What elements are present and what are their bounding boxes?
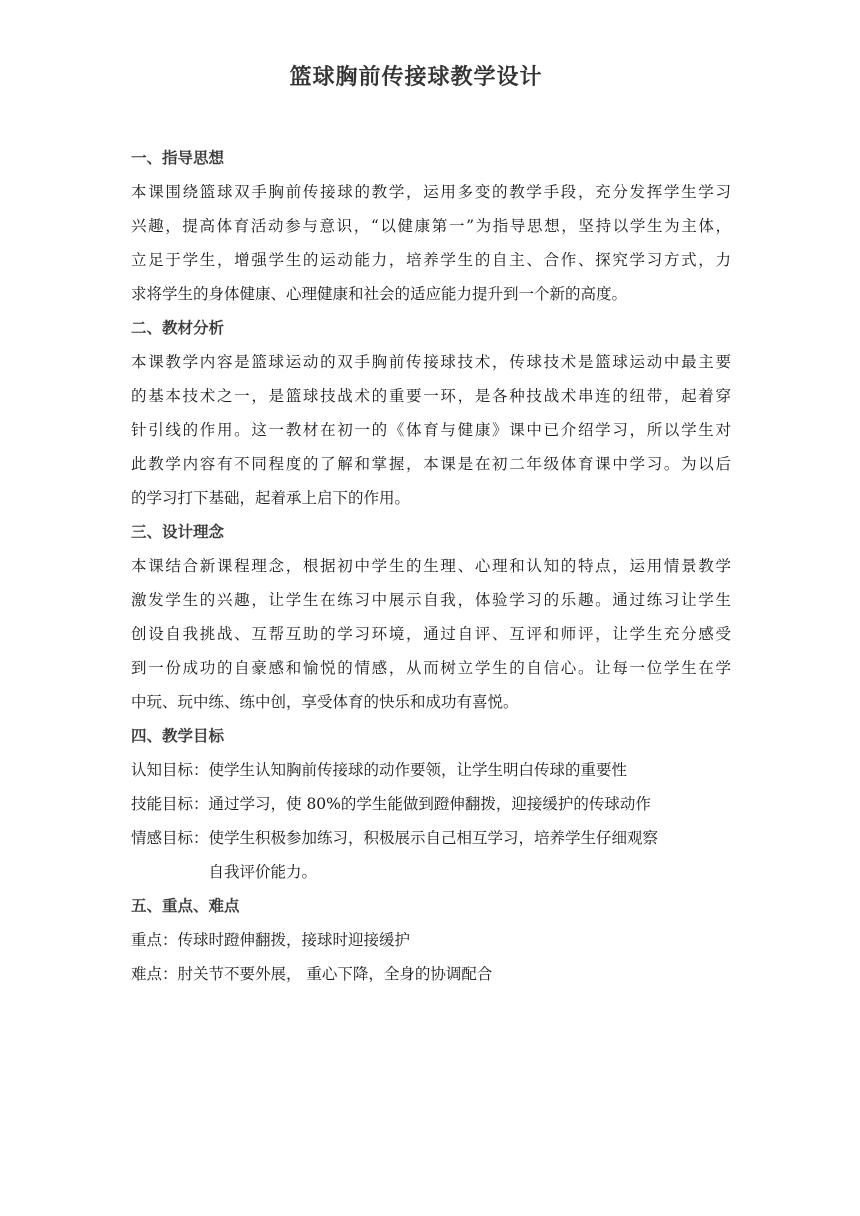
paragraph-line: 中玩、玩中练、练中创，享受体育的快乐和成功有喜悦。 bbox=[131, 693, 519, 711]
paragraph-line: 的基本技术之一，是篮球技战术的重要一环，是各种技战术串连的纽带，起着穿 bbox=[131, 387, 731, 405]
section-heading-material-analysis: 二、教材分析 bbox=[131, 319, 225, 337]
section-heading-teaching-objectives: 四、教学目标 bbox=[131, 727, 225, 745]
document-title: 篮球胸前传接球教学设计 bbox=[289, 65, 543, 90]
paragraph-guiding-ideology bbox=[131, 175, 731, 311]
paragraph-line: 针引线的作用。这一教材在初一的《体育与健康》课中已介绍学习，所以学生对 bbox=[131, 421, 731, 439]
paragraph-line: 激发学生的兴趣，让学生在练习中展示自我，体验学习的乐趣。通过练习让学生 bbox=[131, 591, 731, 609]
paragraph-line: 立足于学生，增强学生的运动能力，培养学生的自主、合作、探究学习方式，力 bbox=[131, 251, 731, 269]
objective-label: 认知目标： bbox=[131, 761, 209, 779]
objective-text-line: 自我评价能力。 bbox=[208, 863, 318, 881]
paragraph-line: 本课结合新课程理念，根据初中学生的生理、心理和认知的特点，运用情景教学 bbox=[131, 557, 731, 575]
key-point: 重点：传球时蹬伸翻拨，接球时迎接缓护 bbox=[131, 931, 411, 949]
paragraph-material-analysis bbox=[131, 345, 731, 515]
paragraph-line: 到一份成功的自豪感和愉悦的情感，从而树立学生的自信心。让每一位学生在学 bbox=[131, 659, 731, 677]
objective-text: 使学生认知胸前传接球的动作要领，让学生明白传球的重要性 bbox=[208, 761, 628, 779]
paragraph-line: 的学习打下基础，起着承上启下的作用。 bbox=[131, 489, 411, 507]
section-heading-key-difficult-points: 五、重点、难点 bbox=[131, 897, 240, 915]
objective-text bbox=[209, 821, 731, 889]
objective-text-line: 使学生积极参加练习，积极展示自己相互学习，培养学生仔细观察 bbox=[208, 829, 659, 847]
paragraph-line: 求将学生的身体健康、心理健康和社会的适应能力提升到一个新的高度。 bbox=[131, 285, 628, 303]
difficult-point: 难点：肘关节不要外展， 重心下降，全身的协调配合 bbox=[131, 965, 493, 983]
objective-affective bbox=[131, 821, 731, 889]
paragraph-design-concept bbox=[131, 549, 731, 719]
objective-label: 情感目标： bbox=[131, 829, 209, 847]
paragraph-line: 兴趣，提高体育活动参与意识，“以健康第一”为指导思想，坚持以学生为主体， bbox=[131, 217, 731, 235]
objective-cognitive bbox=[131, 753, 731, 787]
paragraph-line: 本课教学内容是篮球运动的双手胸前传接球技术，传球技术是篮球运动中最主要 bbox=[131, 353, 731, 371]
objective-text: 通过学习，使 80%的学生能做到蹬伸翻拨，迎接缓护的传球动作 bbox=[208, 795, 651, 813]
section-heading-design-concept: 三、设计理念 bbox=[131, 523, 225, 541]
section-heading-guiding-ideology: 一、指导思想 bbox=[131, 149, 225, 167]
objective-label: 技能目标： bbox=[131, 795, 209, 813]
paragraph-line: 此教学内容有不同程度的了解和掌握，本课是在初二年级体育课中学习。为以后 bbox=[131, 455, 731, 473]
paragraph-line: 创设自我挑战、互帮互助的学习环境，通过自评、互评和师评，让学生充分感受 bbox=[131, 625, 731, 643]
objective-skill bbox=[131, 787, 731, 821]
paragraph-line: 本课围绕篮球双手胸前传接球的教学，运用多变的教学手段，充分发挥学生学习 bbox=[131, 183, 731, 201]
document-page bbox=[131, 60, 731, 991]
